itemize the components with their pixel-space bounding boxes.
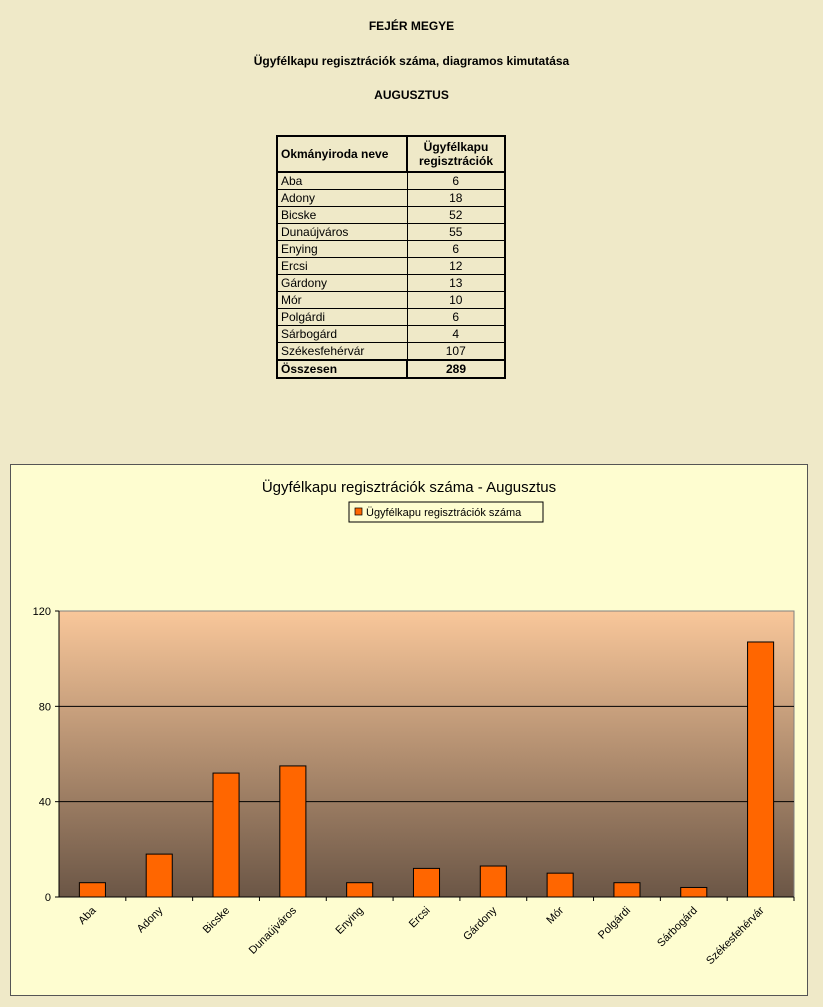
- registrations-header-line1: Ügyfélkapu: [423, 140, 489, 154]
- chart-area: [10, 464, 808, 996]
- county-title: FEJÉR MEGYE: [368, 19, 455, 33]
- office-name-cell: Gárdony: [277, 275, 407, 292]
- office-name-header: Okmányiroda neve: [277, 136, 407, 172]
- x-tick-label: Ercsi: [406, 904, 433, 931]
- table-row: [277, 224, 505, 241]
- registrations-cell: 6: [407, 241, 505, 258]
- table-row: [277, 207, 505, 224]
- table-row: [277, 190, 505, 207]
- registrations-cell: 12: [407, 258, 505, 275]
- registrations-cell: 4: [407, 326, 505, 343]
- y-tick-label: 0: [44, 892, 51, 904]
- bar: [547, 873, 573, 897]
- bar: [681, 887, 707, 897]
- table-row: [277, 343, 505, 361]
- month-title: AUGUSZTUS: [374, 88, 449, 102]
- bar: [614, 883, 640, 897]
- x-tick-label: Polgárdi: [596, 904, 634, 942]
- table-row: [277, 309, 505, 326]
- registrations-cell: 6: [407, 309, 505, 326]
- office-name-cell: Adony: [277, 190, 407, 207]
- office-name-cell: Bicske: [277, 207, 407, 224]
- registrations-cell: 52: [407, 207, 505, 224]
- y-tick-label: 120: [32, 606, 51, 618]
- chart-title: Ügyfélkapu regisztrációk száma - Augusztus: [261, 479, 557, 496]
- table-row: [277, 292, 505, 309]
- bar: [146, 854, 172, 897]
- bar-chart: [11, 465, 807, 995]
- x-tick-label: Adony: [134, 904, 166, 936]
- x-tick-label: Mór: [544, 904, 567, 927]
- x-tick-label: Sárbogárd: [655, 904, 700, 950]
- bar: [480, 866, 506, 897]
- x-tick-label: Gárdony: [461, 904, 500, 943]
- report-subtitle: Ügyfélkapu regisztrációk száma, diagramos kimutatása: [253, 54, 570, 68]
- table-row: [277, 326, 505, 343]
- office-name-cell: Aba: [277, 172, 407, 190]
- legend-label: Ügyfélkapu regisztrációk száma: [366, 507, 522, 519]
- x-tick-label: Enying: [333, 904, 366, 937]
- table-header-row: [277, 136, 505, 172]
- total-row: [277, 360, 505, 378]
- registration-table: [276, 135, 506, 379]
- total-label: Összesen: [277, 360, 407, 378]
- office-name-cell: Mór: [277, 292, 407, 309]
- office-name-cell: Székesfehérvár: [277, 343, 407, 361]
- registrations-cell: 6: [407, 172, 505, 190]
- x-tick-label: Székesfehérvár: [704, 904, 767, 968]
- bar: [413, 868, 439, 897]
- x-tick-label: Dunaújváros: [246, 904, 299, 957]
- x-tick-label: Bicske: [200, 904, 233, 937]
- bar: [347, 883, 373, 897]
- bar: [748, 642, 774, 897]
- table-row: [277, 258, 505, 275]
- table-row: [277, 275, 505, 292]
- registrations-header: [407, 136, 505, 172]
- y-tick-label: 40: [38, 796, 51, 809]
- office-name-cell: Sárbogárd: [277, 326, 407, 343]
- bar: [79, 883, 105, 897]
- registrations-cell: 107: [407, 343, 505, 361]
- bar: [280, 766, 306, 897]
- x-tick-label: Aba: [76, 904, 99, 927]
- table-row: [277, 172, 505, 190]
- registrations-cell: 13: [407, 275, 505, 292]
- office-name-cell: Enying: [277, 241, 407, 258]
- bar: [213, 773, 239, 897]
- registrations-header-line2: regisztrációk: [418, 154, 494, 168]
- registrations-cell: 18: [407, 190, 505, 207]
- registrations-cell: 55: [407, 224, 505, 241]
- registrations-cell: 10: [407, 292, 505, 309]
- legend-swatch: [355, 508, 362, 515]
- table-row: [277, 241, 505, 258]
- office-name-cell: Polgárdi: [277, 309, 407, 326]
- office-name-cell: Dunaújváros: [277, 224, 407, 241]
- office-name-cell: Ercsi: [277, 258, 407, 275]
- y-tick-label: 80: [38, 701, 51, 714]
- total-value: 289: [407, 360, 505, 378]
